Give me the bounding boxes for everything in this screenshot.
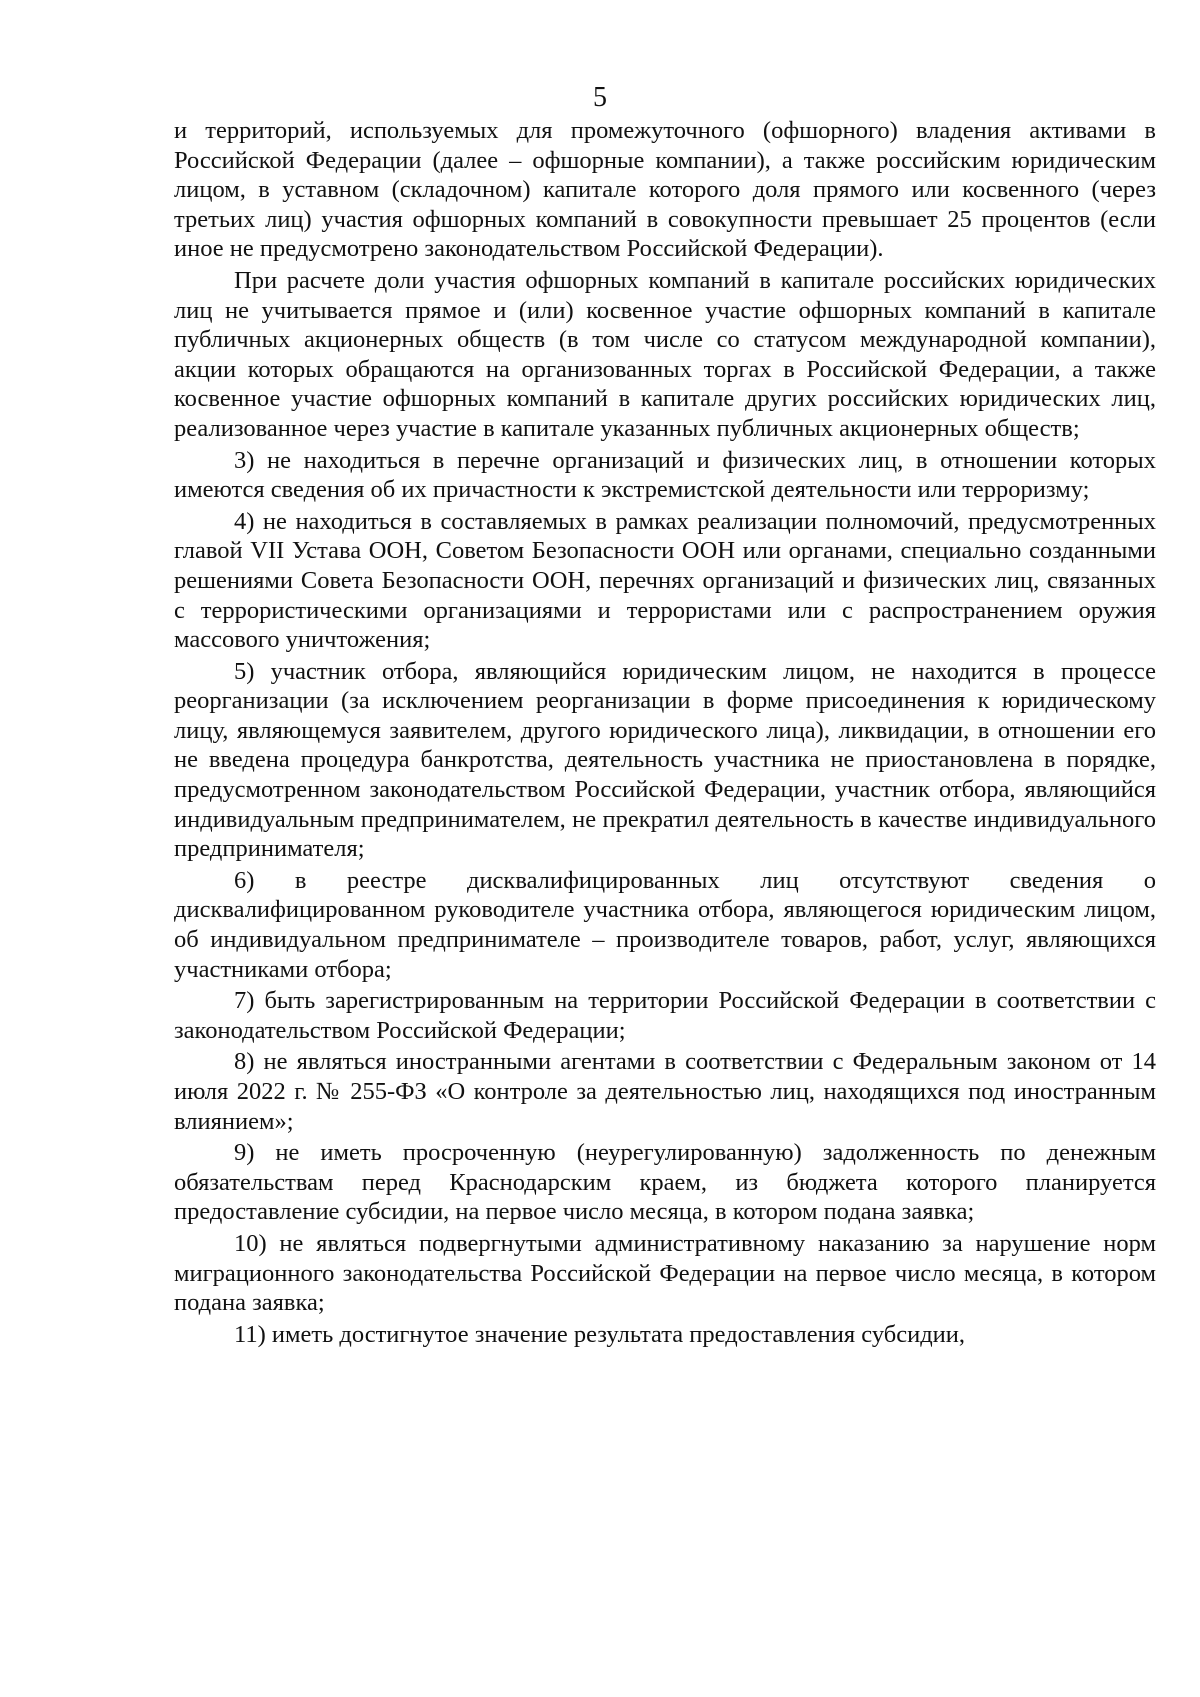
paragraph-offshore-definition: и территорий, используемых для промежуточного (офшорного) владения активами в Российской Федерации (далее – офшорные компании), а также российским юридическим лицом, в уставном (складочном) капитале которого доля прямого или косвенного (через третьих лиц) участия офшорных компаний в совокупности превышает 25 процентов (если иное не предусмотрено законодательством Российской Федерации). <box>174 117 1156 263</box>
paragraph-item-4: 4) не находиться в составляемых в рамках реализации полномочий, предусмотренных главой VII Устава ООН, Советом Безопасности ООН или органами, специально созданными решениями Совета Безопасности ООН, перечнях организаций и физических лиц, связанных с террористическими организациями и террористами или с распространением оружия массового уничтожения; <box>174 507 1156 654</box>
paragraph-offshore-calculation: При расчете доли участия офшорных компаний в капитале российских юридических лиц не учитывается прямое и (или) косвенное участие офшорных компаний в капитале публичных акционерных обществ (в том числе со статусом международной компании), акции которых обращаются на организованных торгах в Российской Федерации, а также косвенное участие офшорных компаний в капитале других российских юридических лиц, реализованное через участие в капитале указанных публичных акционерных обществ; <box>174 266 1156 442</box>
paragraph-item-10: 10) не являться подвергнутыми административному наказанию за нарушение норм миграционного законодательства Российской Федерации на первое число месяца, в котором подана заявка; <box>174 1229 1156 1317</box>
paragraph-item-9: 9) не иметь просроченную (неурегулированную) задолженность по денежным обязательствам перед Краснодарским краем, из бюджета которого планируется предоставление субсидии, на первое число месяца, в котором подана заявка; <box>174 1139 1156 1226</box>
paragraph-item-6: 6) в реестре дисквалифицированных лиц отсутствуют сведения о дисквалифицированном руководителе участника отбора, являющегося юридическим лицом, об индивидуальном предпринимателе – производителе товаров, работ, услуг, являющихся участниками отбора; <box>174 866 1156 983</box>
paragraph-item-5: 5) участник отбора, являющийся юридическим лицом, не находится в процессе реорганизации (за исключением реорганизации в форме присоединения к юридическому лицу, являющемуся заявителем, другого юридического лица), ликвидации, в отношении его не введена процедура банкротства, деятельность участника не приостановлена в порядке, предусмотренном законодательством Российской Федерации, участник отбора, являющийся индивидуальным предпринимателем, не прекратил деятельность в качестве индивидуального предпринимателя; <box>174 657 1156 863</box>
paragraph-item-11: 11) иметь достигнутое значение результата предоставления субсидии, <box>234 1320 966 1348</box>
page-number: 5 <box>593 82 607 113</box>
paragraph-item-7: 7) быть зарегистрированным на территории Российской Федерации в соответствии с законодательством Российской Федерации; <box>174 987 1156 1044</box>
paragraph-item-3: 3) не находиться в перечне организаций и физических лиц, в отношении которых имеются сведения об их причастности к экстремистской деятельности или терроризму; <box>174 446 1156 504</box>
paragraph-item-8: 8) не являться иностранными агентами в соответствии с Федеральным законом от 14 июля 2022 г. № 255-ФЗ «О контроле за деятельностью лиц, находящихся под иностранным влиянием»; <box>174 1048 1156 1135</box>
document-body <box>174 116 1156 1349</box>
